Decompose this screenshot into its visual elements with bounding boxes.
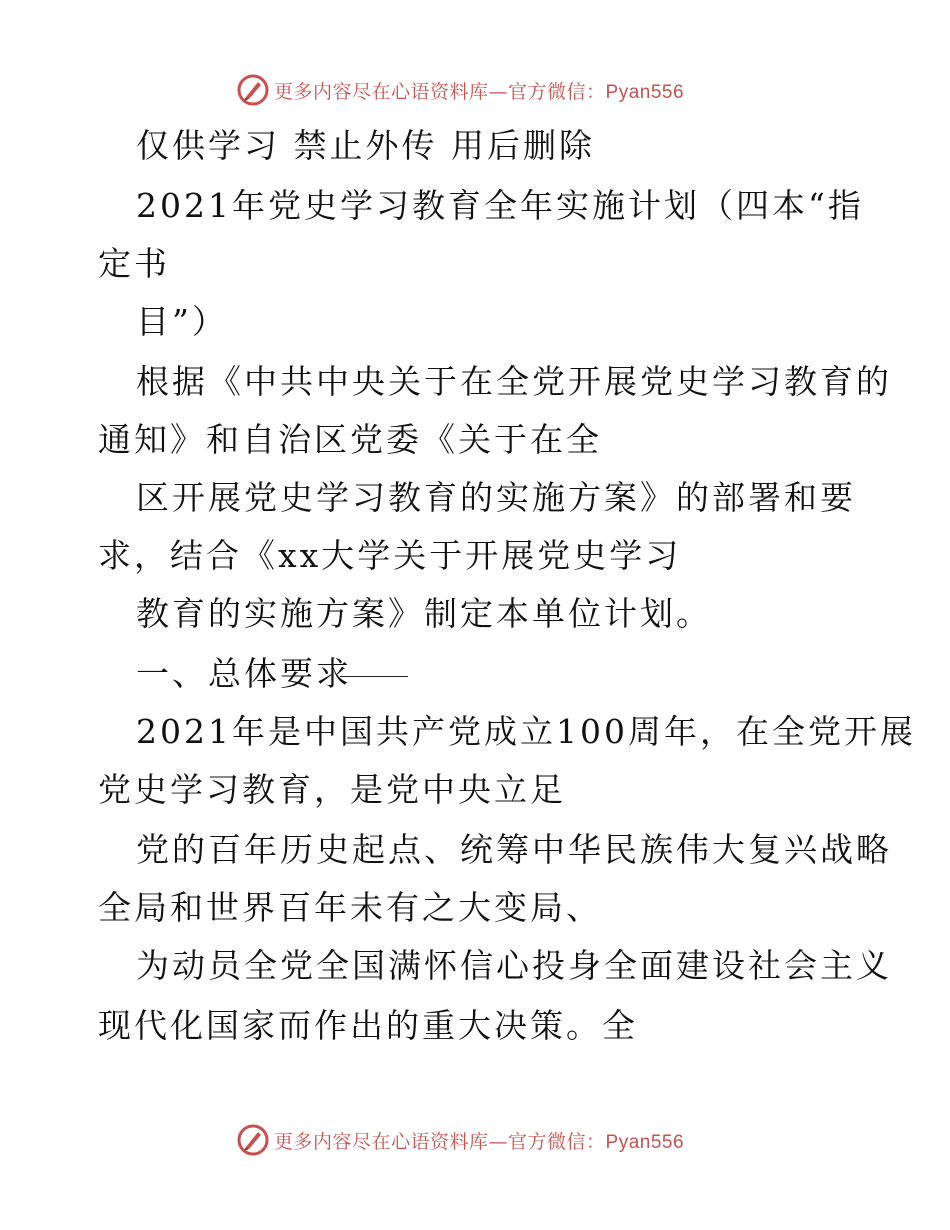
paragraph-line: 通知》和自治区党委《关于在全	[98, 420, 602, 459]
paragraph-line: 教育的实施方案》制定本单位计划。	[136, 594, 712, 633]
paragraph-line: 求，结合《xx大学关于开展党史学习	[98, 536, 682, 575]
paragraph-line: 党的百年历史起点、统筹中华民族伟大复兴战略	[136, 830, 892, 869]
paragraph-line: 现代化国家而作出的重大决策。全	[98, 1006, 638, 1045]
heading-dash-rule	[340, 676, 408, 677]
paragraph-line: 区开展党史学习教育的实施方案》的部署和要	[136, 478, 856, 517]
section-heading: 一、总体要求	[136, 654, 352, 693]
footer-banner	[236, 1122, 684, 1158]
title-line-3: 目”）	[136, 302, 228, 341]
notice-line: 仅供学习 禁止外传 用后删除	[136, 126, 595, 165]
paragraph-line: 党史学习教育，是党中央立足	[98, 770, 566, 809]
pen-logo-icon	[236, 73, 270, 107]
paragraph-line: 2021年是中国共产党成立100周年，在全党开展	[136, 712, 916, 751]
banner-text: 更多内容尽在心语资料库—官方微信：Pyan556	[274, 1130, 685, 1153]
banner-text: 更多内容尽在心语资料库—官方微信：Pyan556	[274, 80, 685, 103]
title-line-2: 定书	[98, 244, 170, 283]
header-banner	[236, 72, 684, 108]
paragraph-line: 为动员全党全国满怀信心投身全面建设社会主义	[136, 946, 892, 985]
paragraph-line: 根据《中共中央关于在全党开展党史学习教育的	[136, 362, 892, 401]
pen-logo-icon	[236, 1123, 270, 1157]
paragraph-line: 全局和世界百年未有之大变局、	[98, 888, 602, 927]
title-line-1: 2021年党史学习教育全年实施计划（四本“指	[136, 186, 864, 225]
